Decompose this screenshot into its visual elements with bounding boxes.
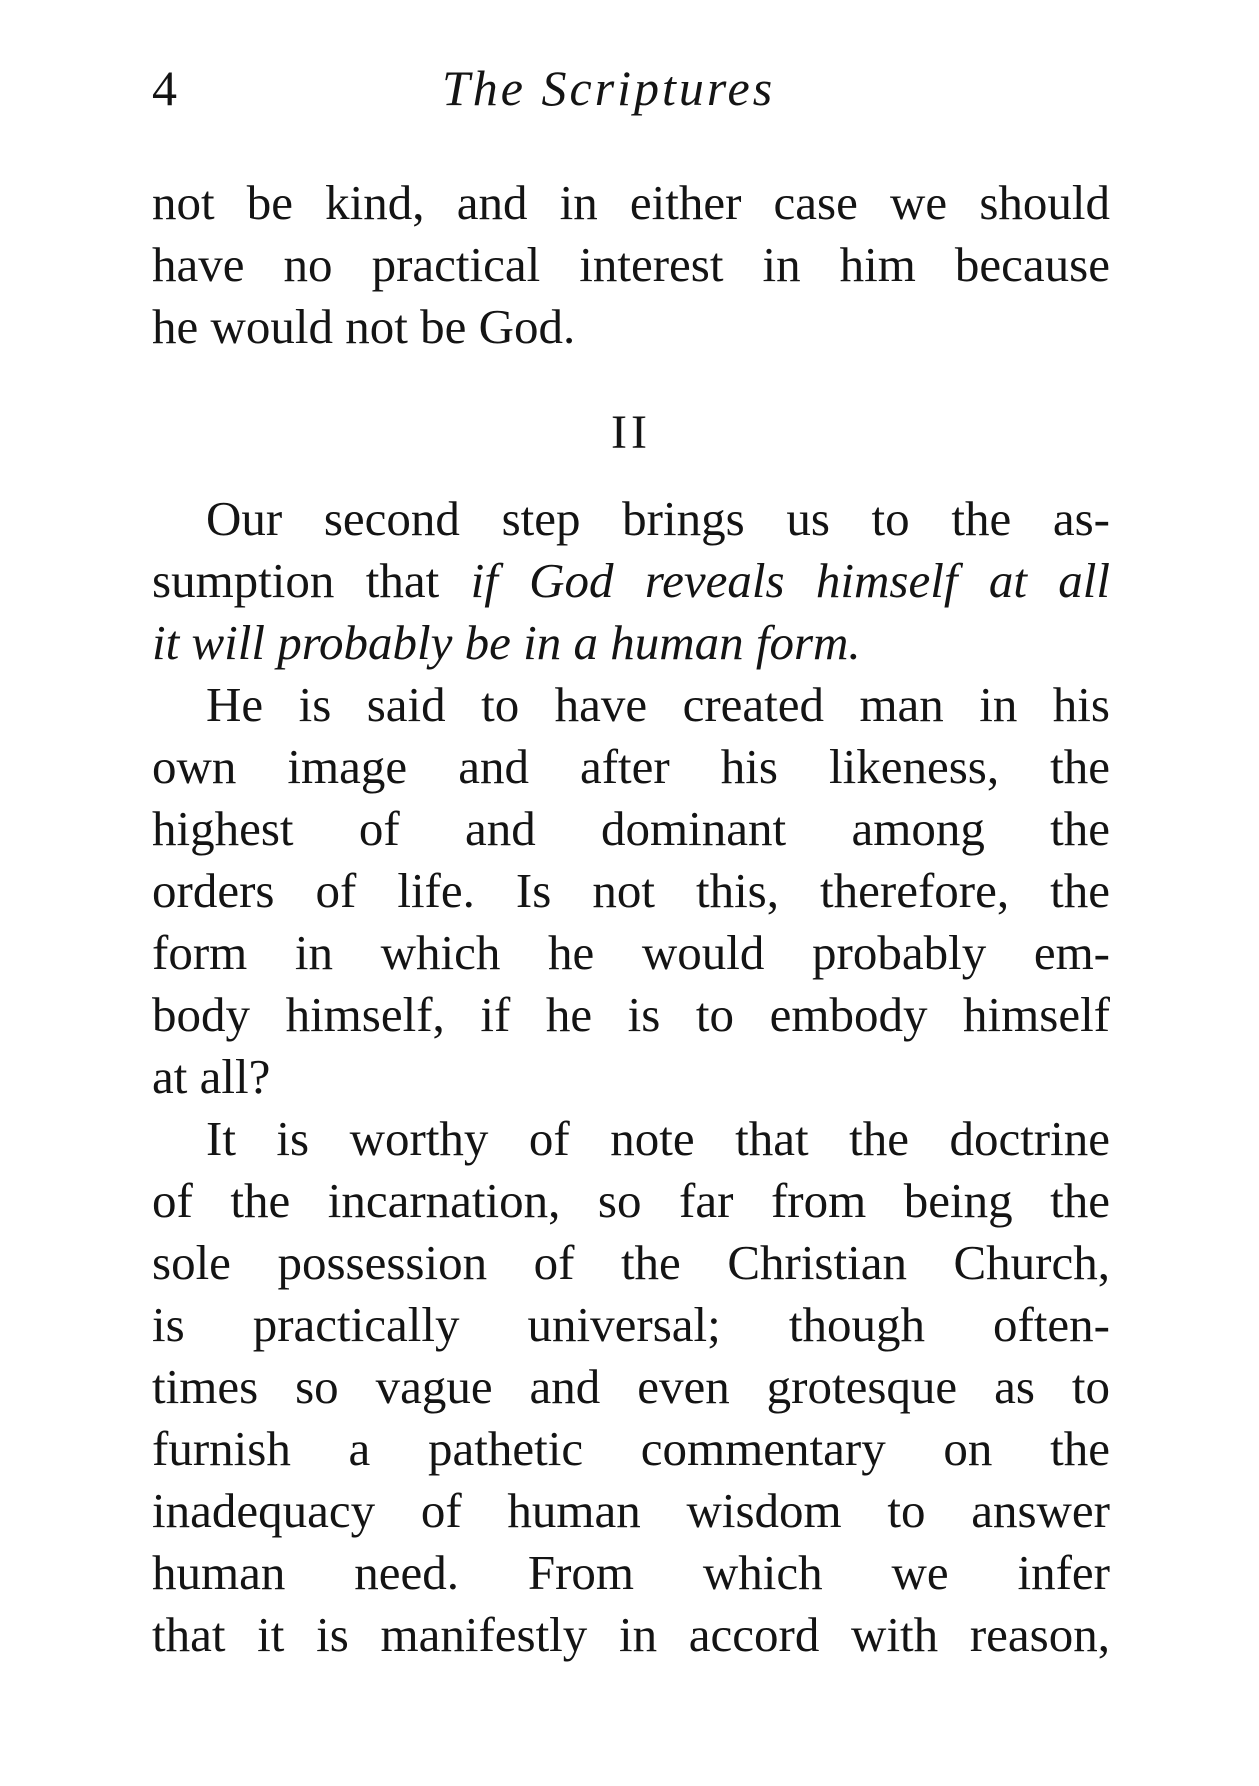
text-line: form in which he would probably em- bbox=[152, 925, 1110, 980]
text-line: It is worthy of note that the doctrine bbox=[206, 1111, 1110, 1166]
text-line: human need. From which we infer bbox=[152, 1545, 1110, 1600]
running-head bbox=[152, 58, 1110, 118]
text-line: he would not be God. bbox=[152, 299, 576, 354]
text-roman: sumption that bbox=[152, 553, 471, 608]
text-line: body himself, if he is to embody himself bbox=[152, 987, 1110, 1042]
text-line: is practically universal; though often- bbox=[152, 1297, 1110, 1352]
text-line: that it is manifestly in accord with reason, bbox=[152, 1607, 1110, 1662]
running-title: The Scriptures bbox=[442, 60, 776, 116]
text-line: times so vague and even grotesque as to bbox=[152, 1359, 1110, 1414]
text-line: furnish a pathetic commentary on the bbox=[152, 1421, 1110, 1476]
text-line: inadequacy of human wisdom to answer bbox=[152, 1483, 1110, 1538]
text-line: highest of and dominant among the bbox=[152, 801, 1110, 856]
text-line: sole possession of the Christian Church, bbox=[152, 1235, 1110, 1290]
text-line: He is said to have created man in his bbox=[206, 677, 1110, 732]
text-italic: if God reveals himself at all bbox=[470, 553, 1111, 608]
body-text bbox=[152, 172, 1110, 1666]
text-line: have no practical interest in him because bbox=[152, 237, 1110, 292]
text-line: at all? bbox=[152, 1049, 271, 1104]
text-line: not be kind, and in either case we should bbox=[152, 175, 1110, 230]
text-line: of the incarnation, so far from being the bbox=[152, 1173, 1110, 1228]
section-heading: II bbox=[611, 406, 651, 459]
text-line: orders of life. Is not this, therefore, the bbox=[152, 863, 1110, 918]
text-line-mixed bbox=[152, 550, 1110, 612]
text-line: own image and after his likeness, the bbox=[152, 739, 1110, 794]
text-line: it will probably be in a human form. bbox=[152, 615, 861, 670]
text-line: Our second step brings us to the as- bbox=[206, 491, 1110, 546]
page-number: 4 bbox=[152, 60, 177, 116]
